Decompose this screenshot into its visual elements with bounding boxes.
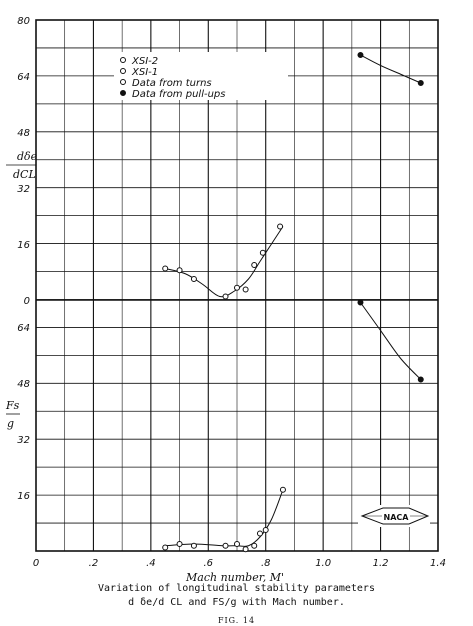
y-tick-label-bottom: 16 bbox=[17, 491, 30, 502]
ylabel-top bbox=[6, 150, 38, 181]
x-tick-label: .8 bbox=[260, 558, 271, 569]
data-point-panel-1-pullup bbox=[358, 300, 363, 305]
y-tick-label-bottom: 32 bbox=[17, 435, 30, 446]
legend-pullups: Data from pull-ups bbox=[132, 89, 226, 100]
x-tick-label: 0 bbox=[32, 558, 40, 569]
data-point-panel-0-turn bbox=[278, 224, 283, 229]
y-tick-label-top: 0 bbox=[23, 296, 30, 307]
caption-line-2: d δe/d CL and FS/g with Mach number. bbox=[128, 597, 345, 608]
data-point-panel-1-turn bbox=[280, 487, 285, 492]
data-point-panel-0-turn bbox=[252, 263, 257, 268]
x-tick-label: 1.2 bbox=[372, 558, 389, 569]
data-point-panel-1-turn bbox=[263, 528, 268, 533]
curve-panel-0 bbox=[360, 55, 420, 83]
data-point-panel-1-turn bbox=[163, 545, 168, 550]
y-tick-label-bottom: 64 bbox=[17, 323, 30, 334]
x-tick-label: .2 bbox=[88, 558, 99, 569]
naca-logo bbox=[358, 505, 430, 527]
y-tick-label-top: 16 bbox=[17, 240, 30, 251]
ylabel-bottom bbox=[5, 399, 20, 430]
ylabel-top-denominator: dCL bbox=[13, 168, 36, 181]
data-point-panel-1-turn bbox=[223, 543, 228, 548]
legend-turns: Data from turns bbox=[132, 78, 212, 89]
naca-logo-text: NACA bbox=[383, 513, 409, 522]
ylabel-top-numerator: dδe bbox=[17, 150, 38, 163]
legend-marker-pullups bbox=[121, 91, 126, 96]
x-tick-label: 1.4 bbox=[430, 558, 446, 569]
legend-xsi1: XSI-1 bbox=[132, 67, 159, 78]
data-point-panel-0-turn bbox=[163, 266, 168, 271]
x-tick-label: .4 bbox=[146, 558, 156, 569]
y-tick-label-top: 32 bbox=[17, 184, 30, 195]
data-point-panel-0-turn bbox=[235, 285, 240, 290]
legend-xsi2: XSI-2 bbox=[132, 56, 159, 67]
data-point-panel-0-turn bbox=[243, 287, 248, 292]
data-point-panel-0-turn bbox=[260, 250, 265, 255]
caption-line-1: Variation of longitudinal stability parameters bbox=[98, 583, 375, 594]
data-point-panel-1-turn bbox=[252, 543, 257, 548]
data-point-panel-0-turn bbox=[223, 294, 228, 299]
y-tick-label-top: 64 bbox=[17, 72, 30, 83]
y-tick-label-top: 80 bbox=[17, 16, 30, 27]
data-point-panel-1-turn bbox=[177, 542, 182, 547]
y-tick-label-top: 48 bbox=[17, 128, 30, 139]
data-point-panel-0-turn bbox=[191, 277, 196, 282]
figure-label: FIG. 14 bbox=[217, 616, 256, 625]
data-point-panel-0-pullup bbox=[418, 81, 423, 86]
x-tick-label: .6 bbox=[203, 558, 214, 569]
data-point-panel-1-turn bbox=[243, 547, 248, 552]
data-point-panel-0-turn bbox=[177, 268, 182, 273]
data-point-panel-0-pullup bbox=[358, 53, 363, 58]
y-tick-label-bottom: 48 bbox=[17, 379, 30, 390]
data-point-panel-1-turn bbox=[235, 542, 240, 547]
ylabel-bottom-denominator: g bbox=[7, 417, 15, 430]
ylabel-bottom-numerator: Fs bbox=[6, 399, 20, 412]
xlabel: Mach number, M' bbox=[186, 571, 285, 584]
x-tick-label: 1.0 bbox=[315, 558, 332, 569]
data-point-panel-1-turn bbox=[257, 531, 262, 536]
data-point-panel-1-turn bbox=[191, 543, 196, 548]
legend bbox=[114, 52, 288, 100]
data-point-panel-1-pullup bbox=[418, 377, 423, 382]
curve-panel-1 bbox=[360, 303, 420, 380]
data-points bbox=[163, 53, 424, 552]
